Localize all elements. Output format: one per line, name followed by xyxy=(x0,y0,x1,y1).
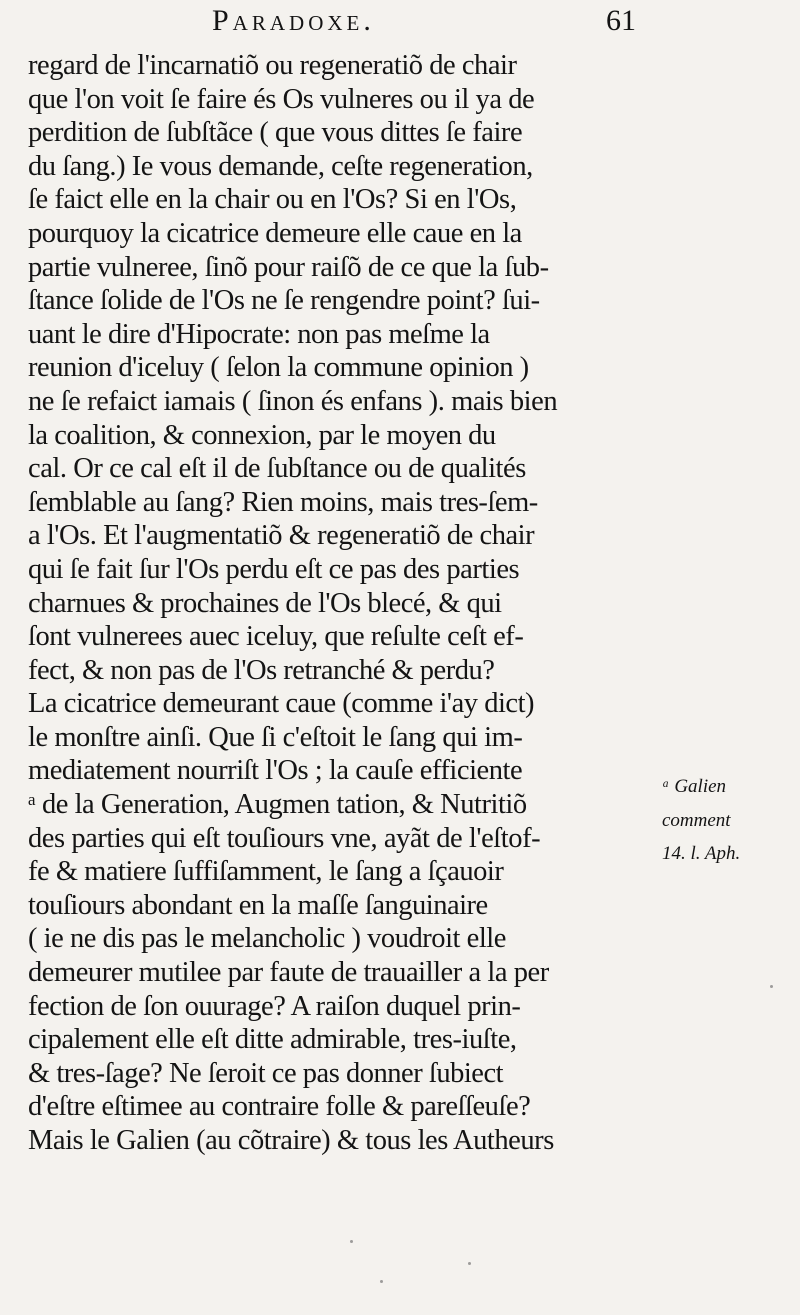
text-line: demeurer mutilee par faute de trauailler a la per xyxy=(28,957,549,989)
text-line: que l'on voit ſe faire és Os vulneres ou il ya de xyxy=(28,83,535,115)
text-line: mediatement nourriſt l'Os ; la cauſe efficiente xyxy=(28,755,523,787)
text-line: partie vulneree, ſinõ pour raiſõ de ce que la ſub- xyxy=(28,251,549,283)
page-number: 61 xyxy=(606,4,636,37)
paper-speck xyxy=(468,1262,471,1265)
paper-speck xyxy=(350,1240,353,1243)
text-line: charnues & prochaines de l'Os blecé, & qui xyxy=(28,587,502,619)
paper-speck xyxy=(380,1280,383,1283)
text-line: fe & matiere ſuffiſamment, le ſang a ſçauoir xyxy=(28,856,504,888)
text-line: touſiours abondant en la maſſe ſanguinaire xyxy=(28,889,488,921)
text-line: a l'Os. Et l'augmentatiõ & regeneratiõ de chair xyxy=(28,520,535,552)
text-line: cipalement elle eſt ditte admirable, tres-iuſte, xyxy=(28,1024,517,1056)
text-line: La cicatrice demeurant caue (comme i'ay dict) xyxy=(28,688,535,720)
text-line: le monſtre ainſi. Que ſi c'eſtoit le ſang qui im- xyxy=(28,721,523,753)
text-line: du ſang.) Ie vous demande, ceſte regeneration, xyxy=(28,150,533,182)
margin-note-line: ᵃ Galien xyxy=(662,776,727,797)
page-header xyxy=(0,4,800,44)
body-text xyxy=(28,49,668,1158)
text-line: des parties qui eſt touſiours vne, ayãt de l'eſtof- xyxy=(28,822,541,854)
text-line: fection de ſon ouurage? A raiſon duquel prin- xyxy=(28,990,521,1022)
text-line: perdition de ſubſtãce ( que vous dittes ſe faire xyxy=(28,117,523,149)
text-line: ſont vulnerees auec iceluy, que reſulte ceſt ef- xyxy=(28,621,524,653)
text-line: Mais le Galien (au cõtraire) & tous les Autheurs xyxy=(28,1125,554,1156)
text-line: uant le dire d'Hipocrate: non pas meſme la xyxy=(28,318,490,350)
text-line: ſe faict elle en la chair ou en l'Os? Si en l'Os, xyxy=(28,184,517,216)
text-line: fect, & non pas de l'Os retranché & perdu? xyxy=(28,654,495,686)
running-title: Paradoxe. xyxy=(212,4,375,37)
text-line: reunion d'iceluy ( ſelon la commune opinion ) xyxy=(28,352,529,384)
text-line: & tres-ſage? Ne ſeroit ce pas donner ſubiect xyxy=(28,1057,504,1089)
text-line: regard de l'incarnatiõ ou regeneratiõ de chair xyxy=(28,50,517,81)
text-line: ᵃ de la Generation, Augmen tation, & Nutritiõ xyxy=(28,789,527,821)
text-line: ſtance ſolide de l'Os ne ſe rengendre point? ſui- xyxy=(28,285,540,317)
text-line: ( ie ne dis pas le melancholic ) voudroit elle xyxy=(28,923,506,955)
text-line: d'eſtre eſtimee au contraire folle & pareſſeuſe? xyxy=(28,1091,531,1123)
margin-note xyxy=(662,770,800,871)
text-line: cal. Or ce cal eſt il de ſubſtance ou de qualités xyxy=(28,453,526,485)
text-line: ſemblable au ſang? Rien moins, mais tres-ſem- xyxy=(28,486,538,518)
text-line: pourquoy la cicatrice demeure elle caue en la xyxy=(28,217,522,249)
text-line: la coalition, & connexion, par le moyen du xyxy=(28,419,496,451)
text-line: qui ſe fait ſur l'Os perdu eſt ce pas des parties xyxy=(28,553,520,585)
margin-note-line: 14. l. Aph. xyxy=(662,843,741,865)
paper-speck xyxy=(770,985,773,988)
margin-note-line: comment xyxy=(662,809,731,831)
text-line: ne ſe refaict iamais ( ſinon és enfans ). mais bien xyxy=(28,385,558,417)
